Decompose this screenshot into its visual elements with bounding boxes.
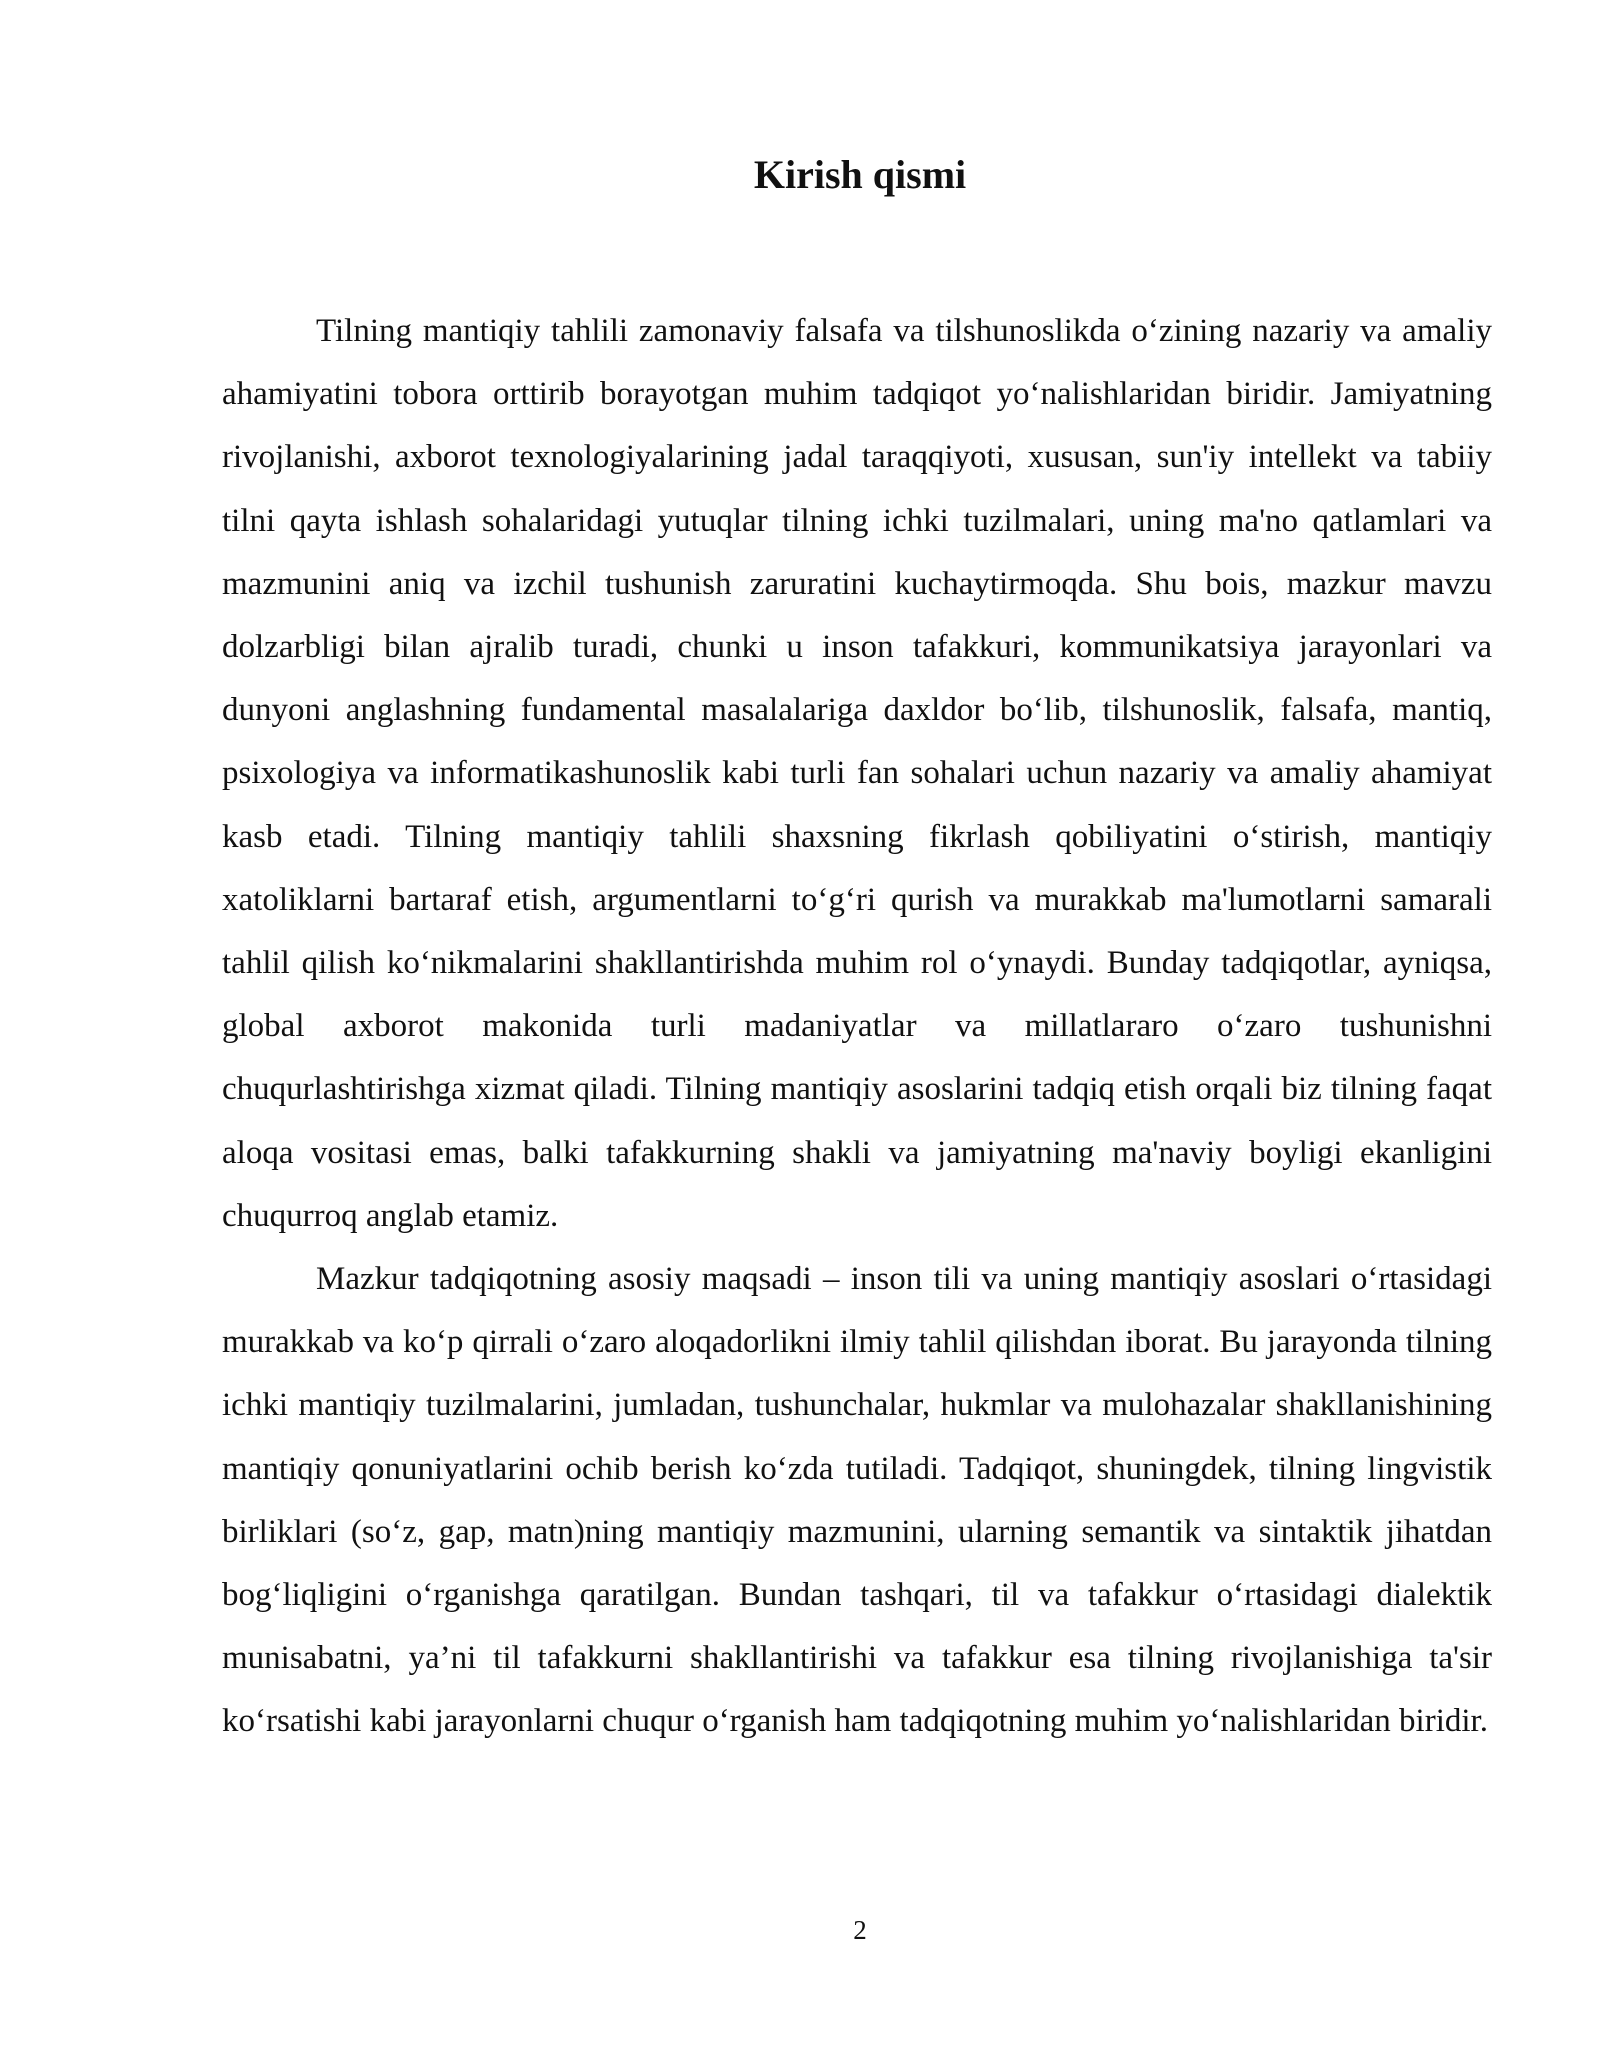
page-title: Kirish qismi [753,152,967,197]
paragraph-2: Mazkur tadqiqotning asosiy maqsadi – inson tili va uning mantiqiy asoslari o‘rtasidagi murakkab va ko‘p qirrali o‘zaro aloqadorlikni ilmiy tahlil qilishdan iborat. Bu jarayonda tilning ichki mantiqiy tuzilmalarini, jumladan, tushunchalar, hukmlar va mulohazalar shakllanishining mantiqiy qonuniyatlarini ochib berish ko‘zda tutiladi. Tadqiqot, shuningdek, tilning lingvistik birliklari (so‘z, gap, matn)ning mantiqiy mazmunini, ularning semantik va sintaktik jihatdan bog‘liqligini o‘rganishga qaratilgan. Bundan tashqari, til va tafakkur o‘rtasidagi dialektik munisabatni, ya’ni til tafakkurni shakllantirishi va tafakkur esa tilning rivojlanishiga ta'sir ko‘rsatishi kabi jarayonlarni chuqur o‘rganish ham tadqiqotning muhim yo‘nalishlaridan biridir. [222,1261,1492,1740]
body-text [222,300,1492,1754]
page-number: 2 [853,1915,867,1945]
paragraph-1: Tilning mantiqiy tahlili zamonaviy falsafa va tilshunoslikda o‘zining nazariy va amaliy ahamiyatini tobora orttirib borayotgan muhim tadqiqot yo‘nalishlaridan biridir. Jamiyatning rivojlanishi, axborot texnologiyalarining jadal taraqqiyoti, xususan, sun'iy intellekt va tabiiy tilni qayta ishlash sohalaridagi yutuqlar tilning ichki tuzilmalari, uning ma'no qatlamlari va mazmunini aniq va izchil tushunish zaruratini kuchaytirmoqda. Shu bois, mazkur mavzu dolzarbligi bilan ajralib turadi, chunki u inson tafakkuri, kommunikatsiya jarayonlari va dunyoni anglashning fundamental masalalariga daxldor bo‘lib, tilshunoslik, falsafa, mantiq, psixologiya va informatikashunoslik kabi turli fan sohalari uchun nazariy va amaliy ahamiyat kasb etadi. Tilning mantiqiy tahlili shaxsning fikrlash qobiliyatini o‘stirish, mantiqiy xatoliklarni bartaraf etish, argumentlarni to‘g‘ri qurish va murakkab ma'lumotlarni samarali tahlil qilish ko‘nikmalarini shakllantirishda muhim rol o‘ynaydi. Bunday tadqiqotlar, ayniqsa, global axborot makonida turli madaniyatlar va millatlararo o‘zaro tushunishni chuqurlashtirishga xizmat qiladi. Tilning mantiqiy asoslarini tadqiq etish orqali biz tilning faqat aloqa vositasi emas, balki tafakkurning shakli va jamiyatning ma'naviy boyligi ekanligini chuqurroq anglab etamiz. [222,313,1492,1234]
